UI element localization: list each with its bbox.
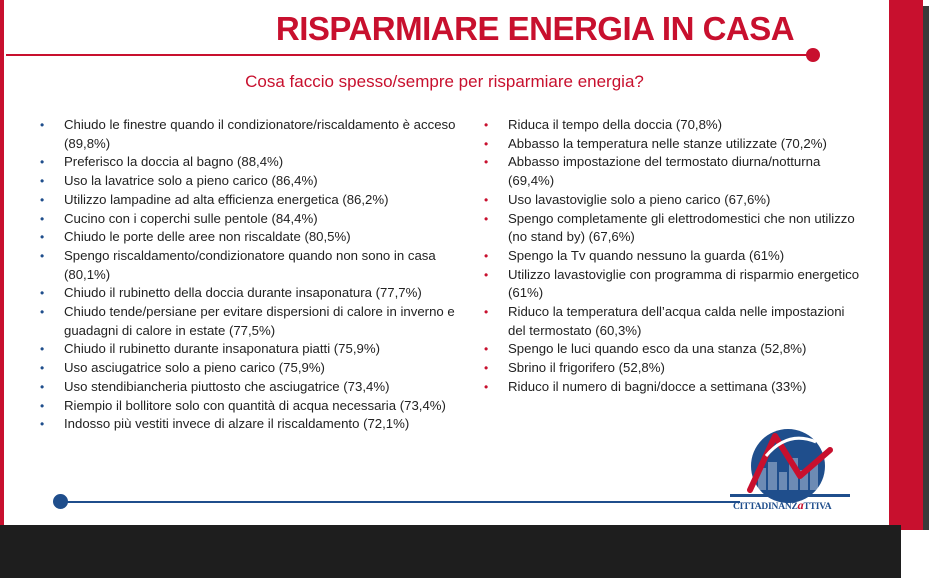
- list-item: • Uso la lavatrice solo a pieno carico (86,4%): [40, 172, 460, 191]
- footer-line-dot: [53, 494, 68, 509]
- bullet-icon: •: [40, 379, 45, 394]
- bullet-icon: •: [484, 305, 489, 320]
- left-bullet-list: [40, 116, 460, 434]
- slide-subtitle: Cosa faccio spesso/sempre per risparmiare energia?: [245, 72, 644, 91]
- list-item: • Indosso più vestiti invece di alzare il riscaldamento (72,1%): [40, 415, 460, 434]
- list-item: • Riduco la temperatura dell’acqua calda nelle impostazioni del termostato (60,3%): [484, 304, 845, 338]
- list-item: • Spengo riscaldamento/condizionatore quando non sono in casa (80,1%): [40, 247, 436, 282]
- bullet-icon: •: [40, 361, 45, 376]
- right-bullet-list: [484, 116, 864, 397]
- list-item: • Preferisco la doccia al bagno (88,4%): [40, 153, 460, 172]
- title-underline: [6, 54, 812, 56]
- list-item: • Chiudo le porte delle aree non riscaldate (80,5%): [40, 228, 460, 247]
- title-line-dot: [806, 48, 820, 62]
- bullet-icon: •: [40, 286, 45, 301]
- bullet-icon: •: [40, 248, 45, 263]
- logo-wordmark: CITTADINANZaTTIVA: [733, 498, 832, 512]
- bullet-icon: •: [484, 267, 489, 282]
- list-item: • Riempio il bollitore solo con quantità di acqua necessaria (73,4%): [40, 397, 460, 416]
- list-item: • Cucino con i coperchi sulle pentole (84,4%): [40, 210, 460, 229]
- bullet-icon: •: [40, 305, 45, 320]
- list-item: • Uso lavastoviglie solo a pieno carico (67,6%): [484, 191, 864, 210]
- bullet-icon: •: [484, 211, 489, 226]
- right-frame-bar: [889, 0, 923, 530]
- list-item: • Spengo le luci quando esco da una stanza (52,8%): [484, 340, 864, 359]
- bullet-icon: •: [40, 342, 45, 357]
- list-item: • Chiudo il rubinetto della doccia durante insaponatura (77,7%): [40, 284, 460, 303]
- bullet-icon: •: [484, 118, 489, 132]
- list-item: • Spengo la Tv quando nessuno la guarda (61%): [484, 247, 864, 266]
- list-item: • Chiudo tende/persiane per evitare dispersioni di calore in inverno e guadagni di calore in estate (77,5%): [40, 304, 455, 338]
- list-item: • Spengo completamente gli elettrodomestici che non utilizzo (no stand by) (67,6%): [484, 210, 855, 245]
- list-item: • Utilizzo lavastoviglie con programma di risparmio energetico (61%): [484, 266, 860, 301]
- list-item: • Riduca il tempo della doccia (70,8%): [484, 116, 864, 135]
- bullet-icon: •: [40, 211, 45, 226]
- list-item: • Riduco il numero di bagni/docce a settimana (33%): [484, 378, 864, 397]
- list-item: • Uso stendibiancheria piuttosto che asciugatrice (73,4%): [40, 378, 460, 397]
- bullet-icon: •: [484, 136, 489, 151]
- bullet-icon: •: [484, 379, 489, 394]
- bullet-icon: •: [40, 230, 45, 245]
- bullet-icon: •: [40, 417, 45, 432]
- bullet-icon: •: [40, 155, 45, 170]
- slide-title: RISPARMIARE ENERGIA IN CASA: [275, 10, 795, 47]
- bottom-dark-band: [0, 525, 901, 578]
- list-item: • Abbasso la temperatura nelle stanze utilizzate (70,2%): [484, 135, 864, 154]
- bullet-icon: •: [484, 155, 489, 170]
- bullet-icon: •: [484, 192, 489, 207]
- list-item: • Sbrino il frigorifero (52,8%): [484, 359, 864, 378]
- bottom-right-corner: [901, 545, 929, 578]
- bullet-icon: •: [40, 192, 45, 207]
- list-item: • Chiudo le finestre quando il condizionatore/riscaldamento è acceso (89,8%): [40, 117, 456, 151]
- bullet-icon: •: [40, 398, 45, 413]
- footer-line: [60, 501, 740, 503]
- list-item: • Uso asciugatrice solo a pieno carico (75,9%): [40, 359, 460, 378]
- list-item: • Abbasso impostazione del termostato diurna/notturna (69,4%): [484, 154, 821, 189]
- bullet-icon: •: [40, 174, 45, 189]
- bullet-icon: •: [484, 248, 489, 263]
- bullet-icon: •: [484, 342, 489, 357]
- bullet-icon: •: [484, 361, 489, 376]
- list-item: • Utilizzo lampadine ad alta efficienza energetica (86,2%): [40, 191, 460, 210]
- list-item: • Chiudo il rubinetto durante insaponatura piatti (75,9%): [40, 340, 460, 359]
- bullet-icon: •: [40, 118, 45, 132]
